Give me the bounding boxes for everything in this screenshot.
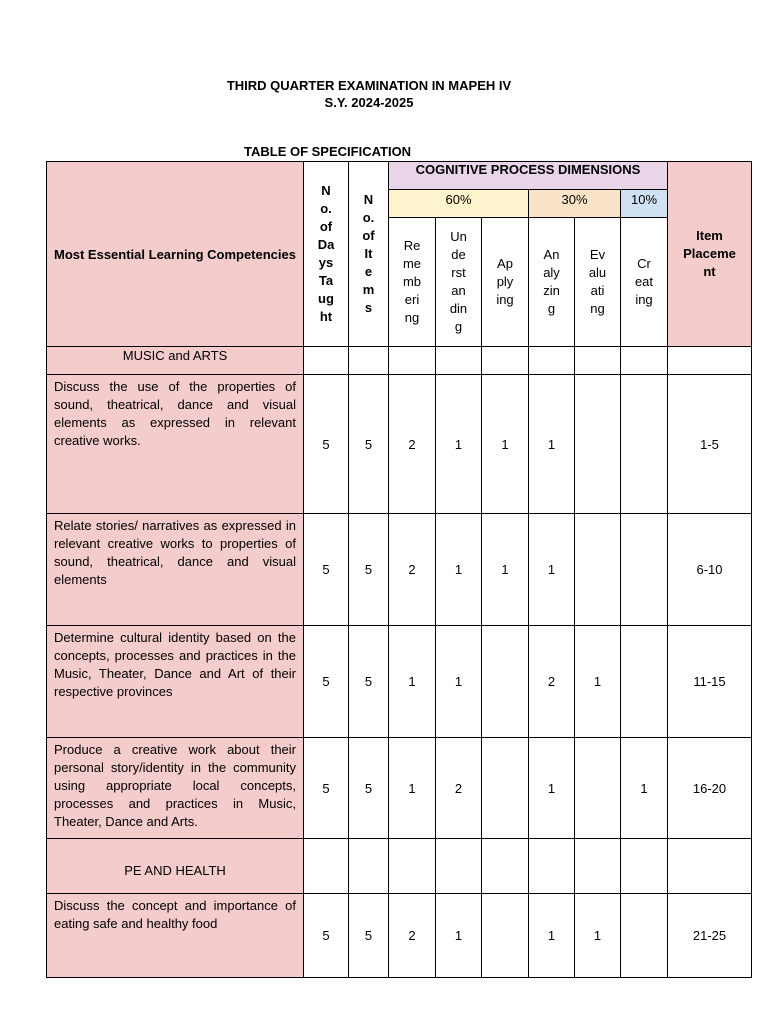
competency-cell: Relate stories/ narratives as expressed in relevant creative works to properties of sound, theatrical, dance and visual elements <box>47 514 304 626</box>
competency-cell: Discuss the concept and importance of eating safe and healthy food <box>47 894 304 978</box>
table-row <box>47 738 752 839</box>
evaluating-cell <box>575 375 621 514</box>
evaluating-cell <box>575 514 621 626</box>
header-no-of-items: N o. of It e m s <box>349 162 389 347</box>
exam-title: THIRD QUARTER EXAMINATION IN MAPEH IV <box>226 78 512 93</box>
header-remembering: Re me mb eri ng <box>389 218 436 347</box>
header-applying: Ap ply ing <box>482 218 529 347</box>
pct-10: 10% <box>621 190 668 218</box>
creating-cell <box>621 514 668 626</box>
remembering-cell: 2 <box>389 375 436 514</box>
placement-cell: 1-5 <box>668 375 752 514</box>
evaluating-cell: 1 <box>575 626 621 738</box>
competency-cell: Discuss the use of the properties of sound, theatrical, dance and visual elements as expressed in relevant creative works. <box>47 375 304 514</box>
understanding-cell: 1 <box>436 894 482 978</box>
header-cognitive-dimensions: COGNITIVE PROCESS DIMENSIONS <box>389 162 668 190</box>
table-row <box>47 626 752 738</box>
remembering-cell: 2 <box>389 894 436 978</box>
school-year: S.Y. 2024-2025 <box>324 95 414 110</box>
analyzing-cell: 1 <box>529 738 575 839</box>
remembering-cell: 1 <box>389 626 436 738</box>
items-cell: 5 <box>349 894 389 978</box>
items-cell: 5 <box>349 626 389 738</box>
table-row <box>47 514 752 626</box>
placement-cell: 6-10 <box>668 514 752 626</box>
pct-30: 30% <box>529 190 621 218</box>
pct-60: 60% <box>389 190 529 218</box>
items-cell: 5 <box>349 738 389 839</box>
section-music-arts: MUSIC and ARTS <box>47 347 304 375</box>
table-title: TABLE OF SPECIFICATION <box>244 144 412 159</box>
header-understanding: Un de rst an din g <box>436 218 482 347</box>
remembering-cell: 1 <box>389 738 436 839</box>
creating-cell <box>621 375 668 514</box>
applying-cell: 1 <box>482 514 529 626</box>
applying-cell: 1 <box>482 375 529 514</box>
header-evaluating: Ev alu ati ng <box>575 218 621 347</box>
days-cell: 5 <box>304 894 349 978</box>
applying-cell <box>482 738 529 839</box>
header-item-placement: Item Placeme nt <box>668 162 752 347</box>
competency-cell: Determine cultural identity based on the concepts, processes and practices in the Music, Theater, Dance and Art of their respective provinces <box>47 626 304 738</box>
specification-table <box>46 161 752 978</box>
analyzing-cell: 2 <box>529 626 575 738</box>
analyzing-cell: 1 <box>529 375 575 514</box>
section-pe-health: PE AND HEALTH <box>47 839 304 894</box>
header-analyzing: An aly zin g <box>529 218 575 347</box>
applying-cell <box>482 626 529 738</box>
understanding-cell: 1 <box>436 514 482 626</box>
analyzing-cell: 1 <box>529 894 575 978</box>
header-competencies: Most Essential Learning Competencies <box>47 162 304 347</box>
placement-cell: 11-15 <box>668 626 752 738</box>
days-cell: 5 <box>304 738 349 839</box>
evaluating-cell <box>575 738 621 839</box>
header-days-taught: N o. of Da ys Ta ug ht <box>304 162 349 347</box>
creating-cell <box>621 894 668 978</box>
understanding-cell: 2 <box>436 738 482 839</box>
days-cell: 5 <box>304 514 349 626</box>
remembering-cell: 2 <box>389 514 436 626</box>
evaluating-cell: 1 <box>575 894 621 978</box>
items-cell: 5 <box>349 514 389 626</box>
applying-cell <box>482 894 529 978</box>
analyzing-cell: 1 <box>529 514 575 626</box>
creating-cell <box>621 626 668 738</box>
table-row <box>47 894 752 978</box>
placement-cell: 21-25 <box>668 894 752 978</box>
table-row <box>47 375 752 514</box>
items-cell: 5 <box>349 375 389 514</box>
creating-cell: 1 <box>621 738 668 839</box>
competency-cell: Produce a creative work about their personal story/identity in the community using appropriate local concepts, processes and practices in Music, Theater, Dance and Arts. <box>47 738 304 839</box>
days-cell: 5 <box>304 626 349 738</box>
placement-cell: 16-20 <box>668 738 752 839</box>
days-cell: 5 <box>304 375 349 514</box>
understanding-cell: 1 <box>436 626 482 738</box>
understanding-cell: 1 <box>436 375 482 514</box>
header-creating: Cr eat ing <box>621 218 668 347</box>
